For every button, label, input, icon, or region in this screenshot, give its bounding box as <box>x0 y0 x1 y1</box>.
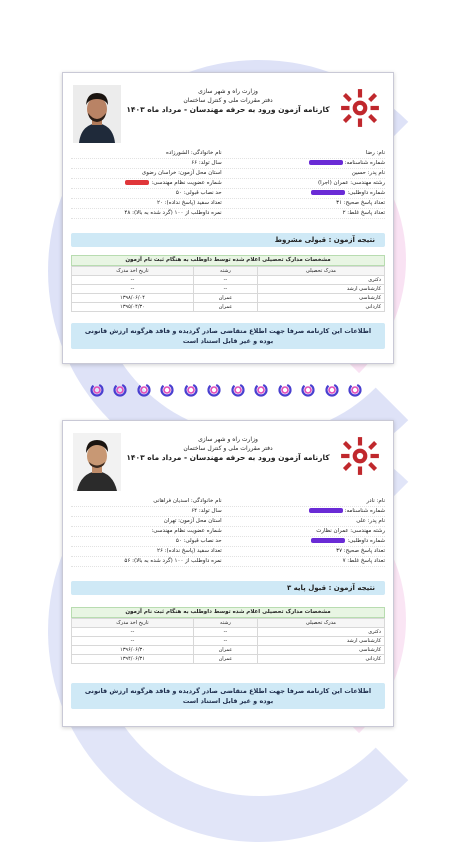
cell: عمران <box>193 303 257 312</box>
info-row <box>71 189 385 199</box>
table-row <box>72 276 385 285</box>
info-row <box>71 547 385 557</box>
info-row <box>71 517 385 527</box>
education-table <box>71 266 385 312</box>
cell: کارشناسی ارشد <box>257 637 384 646</box>
info-first-name: نام: رضا <box>365 150 385 156</box>
app-logo-icon <box>160 383 174 397</box>
info-row <box>71 159 385 169</box>
redaction-mark <box>311 538 345 543</box>
info-membership-number <box>71 179 222 188</box>
disclaimer-note: اطلاعات این کارنامه صرفا جهت اطلاع متقاضی صادر گردیده و فاقد هرگونه ارزش قانونی بوده و غیر قابل استناد است <box>71 323 385 349</box>
info-blank-answers: تعداد سفید (پاسخ نداده): ۲۶ <box>157 548 222 554</box>
education-table-header <box>72 267 385 276</box>
education-table <box>71 618 385 664</box>
app-logo-icon <box>254 383 268 397</box>
cell: عمران <box>193 294 257 303</box>
info-birth-year: سال تولد: ۶۶ <box>191 160 222 166</box>
cell: ۱۳۹۵/۰۴/۳۰ <box>72 303 194 312</box>
info-row <box>71 179 385 189</box>
cell: کارشناسی <box>257 646 384 655</box>
cell: عمران <box>193 655 257 664</box>
info-row <box>71 199 385 209</box>
info-row <box>71 537 385 547</box>
info-blank-answers: تعداد سفید (پاسخ نداده): ۲۰ <box>157 200 222 206</box>
header-ministry: وزارت راه و شهر سازی <box>198 88 258 95</box>
redaction-mark <box>311 190 345 195</box>
app-logo-icon <box>301 383 315 397</box>
app-logo-icon <box>184 383 198 397</box>
info-candidate-label: شماره داوطلبی: <box>347 538 385 544</box>
table-row <box>72 628 385 637</box>
info-correct-answers: تعداد پاسخ صحیح: ۳۱ <box>336 200 385 206</box>
applicant-photo <box>73 85 121 143</box>
disclaimer-note: اطلاعات این کارنامه صرفا جهت اطلاع متقاضی صادر گردیده و فاقد هرگونه ارزش قانونی بوده و غیر قابل استناد است <box>71 683 385 709</box>
app-logo-icon <box>113 383 127 397</box>
applicant-photo <box>73 433 121 491</box>
info-birth-year: سال تولد: ۶۴ <box>191 508 222 514</box>
cell: -- <box>72 285 194 294</box>
info-correct-answers: تعداد پاسخ صحیح: ۳۷ <box>336 548 385 554</box>
cell: کارشناسی ارشد <box>257 285 384 294</box>
table-row <box>72 646 385 655</box>
cell: کاردانی <box>257 655 384 664</box>
applicant-info-grid <box>71 497 385 567</box>
applicant-info-grid <box>71 149 385 219</box>
cell: ۱۳۹۴/۰۶/۳۱ <box>72 655 194 664</box>
redaction-mark <box>309 160 343 165</box>
info-id-number-label: شماره شناسنامه: <box>344 508 385 514</box>
cell: دکتری <box>257 276 384 285</box>
app-logo-icon <box>90 383 104 397</box>
info-wrong-answers: تعداد پاسخ غلط: ۷ <box>342 558 385 564</box>
table-row <box>72 294 385 303</box>
education-table-title: مشخصات مدارک تحصیلی اعلام شده توسط داوطلب به هنگام ثبت نام آزمون <box>71 607 385 618</box>
report-title: کارنامه آزمون ورود به حرفه مهندسان - مرداد ماه ۱۴۰۳ <box>126 453 330 462</box>
info-candidate-number <box>234 537 385 546</box>
report-header <box>123 87 333 114</box>
cell: -- <box>72 628 194 637</box>
redaction-mark <box>309 508 343 513</box>
cell: کارشناسی <box>257 294 384 303</box>
info-id-number <box>234 507 385 516</box>
info-row <box>71 557 385 567</box>
info-exam-province: استان محل آزمون: خراسان رضوی <box>141 170 222 176</box>
info-id-number <box>234 159 385 168</box>
cell: عمران <box>193 646 257 655</box>
info-candidate-number <box>234 189 385 198</box>
info-pass-threshold: حد نصاب قبولی: ۵۰ <box>175 190 222 196</box>
col-degree: مدرک تحصیلی <box>257 619 384 628</box>
table-row <box>72 637 385 646</box>
cell: ۱۳۹۸/۰۶/۰۴ <box>72 294 194 303</box>
header-office: دفتر مقررات ملی و کنترل ساختمان <box>183 97 273 104</box>
exam-result-banner: نتیجه آزمون : قبول پایه ۳ <box>71 581 385 595</box>
cell: ۱۳۹۶/۰۶/۳۰ <box>72 646 194 655</box>
cell: -- <box>193 637 257 646</box>
app-logo-icon <box>231 383 245 397</box>
info-field: رشته مهندسی: عمران نظارت <box>316 528 385 534</box>
info-row <box>71 527 385 537</box>
cell: کاردانی <box>257 303 384 312</box>
info-field: رشته مهندسی: عمران (اجرا) <box>317 180 385 186</box>
table-row <box>72 285 385 294</box>
exam-report-card-2 <box>62 420 394 727</box>
header-office: دفتر مقررات ملی و کنترل ساختمان <box>183 445 273 452</box>
header-ministry: وزارت راه و شهر سازی <box>198 436 258 443</box>
cell: -- <box>193 285 257 294</box>
col-date: تاریخ اخذ مدرک <box>72 619 194 628</box>
info-id-number-label: شماره شناسنامه: <box>344 160 385 166</box>
info-candidate-label: شماره داوطلبی: <box>347 190 385 196</box>
col-degree: مدرک تحصیلی <box>257 267 384 276</box>
app-logo-icon <box>207 383 221 397</box>
info-membership-label: شماره عضویت نظام مهندسی: <box>151 180 222 186</box>
info-last-name: نام خانوادگی: الشورزاده <box>166 150 222 156</box>
info-last-name: نام خانوادگی: اسدیان فراهانی <box>153 498 222 504</box>
education-table-title: مشخصات مدارک تحصیلی اعلام شده توسط داوطلب به هنگام ثبت نام آزمون <box>71 255 385 266</box>
table-row <box>72 303 385 312</box>
cell: -- <box>193 628 257 637</box>
info-row <box>71 169 385 179</box>
info-first-name: نام: نادر <box>366 498 385 504</box>
info-row <box>71 209 385 219</box>
info-score: نمره داوطلب از ۱۰۰ (گرد شده به بالا): ۴۸ <box>124 210 222 216</box>
info-pass-threshold: حد نصاب قبولی: ۵۰ <box>175 538 222 544</box>
redaction-mark <box>125 180 149 185</box>
education-table-header <box>72 619 385 628</box>
cell: -- <box>72 276 194 285</box>
cell: -- <box>193 276 257 285</box>
ministry-logo-icon <box>339 435 381 477</box>
app-logo-icon <box>325 383 339 397</box>
decor-icon-row <box>90 383 362 399</box>
col-date: تاریخ اخذ مدرک <box>72 267 194 276</box>
ministry-logo-icon <box>339 87 381 129</box>
info-row <box>71 149 385 159</box>
app-logo-icon <box>348 383 362 397</box>
info-exam-province: استان محل آزمون: تهران <box>163 518 222 524</box>
exam-result-banner: نتیجه آزمون : قبولی مشروط <box>71 233 385 247</box>
cell: -- <box>72 637 194 646</box>
report-header <box>123 435 333 462</box>
app-logo-icon <box>278 383 292 397</box>
col-major: رشته <box>193 619 257 628</box>
info-row <box>71 507 385 517</box>
cell: دکتری <box>257 628 384 637</box>
app-logo-icon <box>137 383 151 397</box>
table-row <box>72 655 385 664</box>
col-major: رشته <box>193 267 257 276</box>
info-father-name: نام پدر: حسین <box>351 170 385 176</box>
exam-report-card-1 <box>62 72 394 364</box>
info-row <box>71 497 385 507</box>
report-title: کارنامه آزمون ورود به حرفه مهندسان - مرداد ماه ۱۴۰۳ <box>126 105 330 114</box>
info-father-name: نام پدر: علی <box>356 518 385 524</box>
info-membership-number: شماره عضویت نظام مهندسی: <box>151 528 222 534</box>
info-wrong-answers: تعداد پاسخ غلط: ۲ <box>342 210 385 216</box>
info-score: نمره داوطلب از ۱۰۰ (گرد شده به بالا): ۵۶ <box>124 558 222 564</box>
